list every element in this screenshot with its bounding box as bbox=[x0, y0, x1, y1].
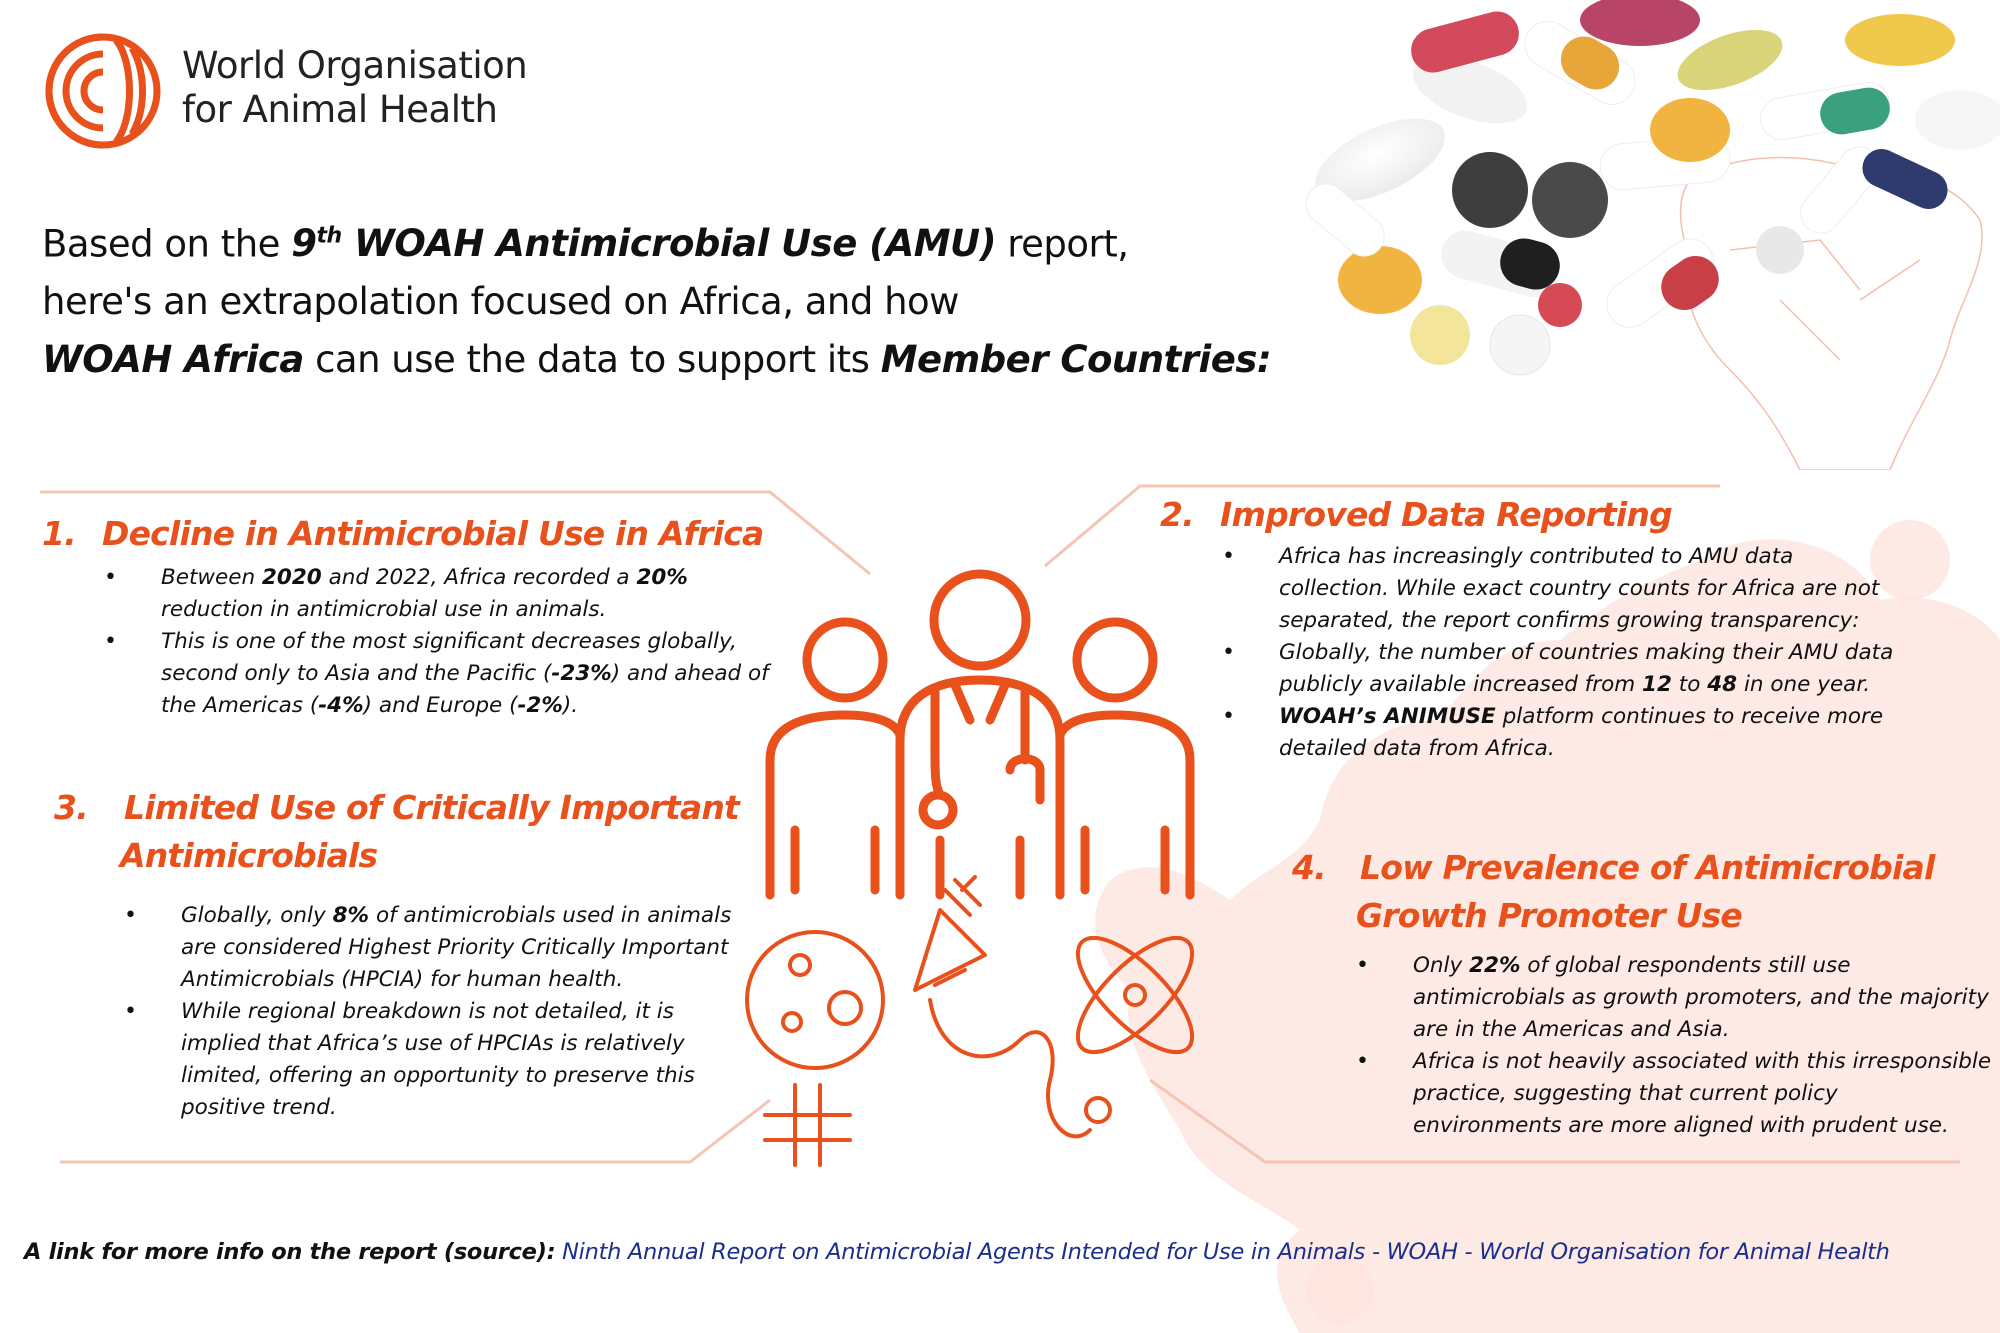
section-number: 1. bbox=[42, 514, 76, 553]
section-4-bullets bbox=[1356, 950, 1992, 1142]
section-growth-promoter bbox=[1292, 844, 1992, 1142]
intro-report-name: WOAH Antimicrobial Use (AMU) bbox=[341, 222, 996, 266]
woah-logo-icon bbox=[44, 32, 162, 150]
veterinary-team-icon bbox=[740, 560, 1220, 1190]
list-item: • This is one of the most significant decreases globally, second only to Asia and the Pacific (-23%) and ahead of the Americas (-4%) and Europe (-2%). bbox=[104, 626, 782, 722]
intro-ordinal: 9 bbox=[291, 222, 317, 266]
section-1-bullets bbox=[104, 562, 782, 722]
organisation-name bbox=[182, 44, 527, 132]
section-number: 2. bbox=[1160, 495, 1194, 534]
section-heading: Low Prevalence of Antimicrobial bbox=[1360, 848, 1935, 887]
section-heading-line-2: Antimicrobials bbox=[120, 836, 378, 875]
section-2-bullets bbox=[1222, 541, 1900, 765]
intro-paragraph bbox=[42, 208, 1322, 389]
section-2-title bbox=[1160, 491, 1900, 539]
intro-line-1 bbox=[42, 208, 1322, 273]
list-item: • Globally, the number of countries making their AMU data publicly available increased from 12 to 48 in one year. bbox=[1222, 637, 1900, 701]
logo-line-2: for Animal Health bbox=[182, 88, 498, 131]
section-3-bullets bbox=[124, 900, 754, 1124]
intro-text: report, bbox=[996, 222, 1129, 266]
molecule-icon bbox=[1061, 921, 1209, 1069]
intro-woah-africa: WOAH Africa bbox=[42, 338, 304, 382]
section-decline-amu bbox=[42, 510, 782, 722]
cross-icon bbox=[765, 1085, 850, 1165]
flask-icon bbox=[915, 877, 985, 990]
intro-text: Based on the bbox=[42, 222, 292, 266]
list-item: • Africa is not heavily associated with this irresponsible practice, suggesting that current policy environments are more aligned with prudent use. bbox=[1356, 1046, 1992, 1142]
intro-line-2: here's an extrapolation focused on Africa, and how bbox=[42, 280, 959, 324]
list-item: • Between 2020 and 2022, Africa recorded a 20% reduction in antimicrobial use in animals. bbox=[104, 562, 782, 626]
source-line bbox=[24, 1236, 1984, 1268]
section-heading: Limited Use of Critically Important bbox=[124, 788, 740, 827]
intro-member-countries: Member Countries: bbox=[880, 338, 1272, 382]
intro-text: can use the data to support its bbox=[303, 338, 881, 382]
petri-dish-icon bbox=[747, 932, 883, 1068]
intro-ordinal-suffix: th bbox=[316, 224, 342, 249]
list-item: • WOAH’s ANIMUSE platform continues to receive more detailed data from Africa. bbox=[1222, 701, 1900, 765]
section-heading: Improved Data Reporting bbox=[1220, 495, 1672, 534]
section-heading: Decline in Antimicrobial Use in Africa bbox=[102, 514, 764, 553]
section-data-reporting bbox=[1160, 491, 1900, 765]
pills-photo bbox=[1260, 0, 2000, 470]
list-item: • Only 22% of global respondents still use antimicrobials as growth promoters, and the majority are in the Americas and Asia. bbox=[1356, 950, 1992, 1046]
section-heading-line-2: Growth Promoter Use bbox=[1356, 896, 1742, 935]
section-4-title bbox=[1292, 844, 1992, 940]
section-1-title bbox=[42, 510, 782, 558]
intro-line-3 bbox=[42, 331, 1322, 389]
list-item: • Globally, only 8% of antimicrobials used in animals are considered Highest Priority Critically Important Antimicrobials (HPCIA) for human health. bbox=[124, 900, 754, 996]
section-3-title bbox=[54, 784, 754, 880]
list-item: • While regional breakdown is not detailed, it is implied that Africa’s use of HPCIAs is relatively limited, offering an opportunity to preserve this positive trend. bbox=[124, 996, 754, 1124]
section-number: 4. bbox=[1292, 848, 1326, 887]
source-link[interactable]: Ninth Annual Report on Antimicrobial Agents Intended for Use in Animals - WOAH - World Organisation for Animal Health bbox=[562, 1239, 1890, 1265]
section-critically-important bbox=[54, 784, 754, 1124]
source-label: A link for more info on the report (source): bbox=[24, 1239, 556, 1265]
logo-line-1: World Organisation bbox=[182, 44, 528, 87]
section-number: 3. bbox=[54, 788, 88, 827]
list-item: • Africa has increasingly contributed to AMU data collection. While exact country counts for Africa are not separated, the report confirms growing transparency: bbox=[1222, 541, 1900, 637]
